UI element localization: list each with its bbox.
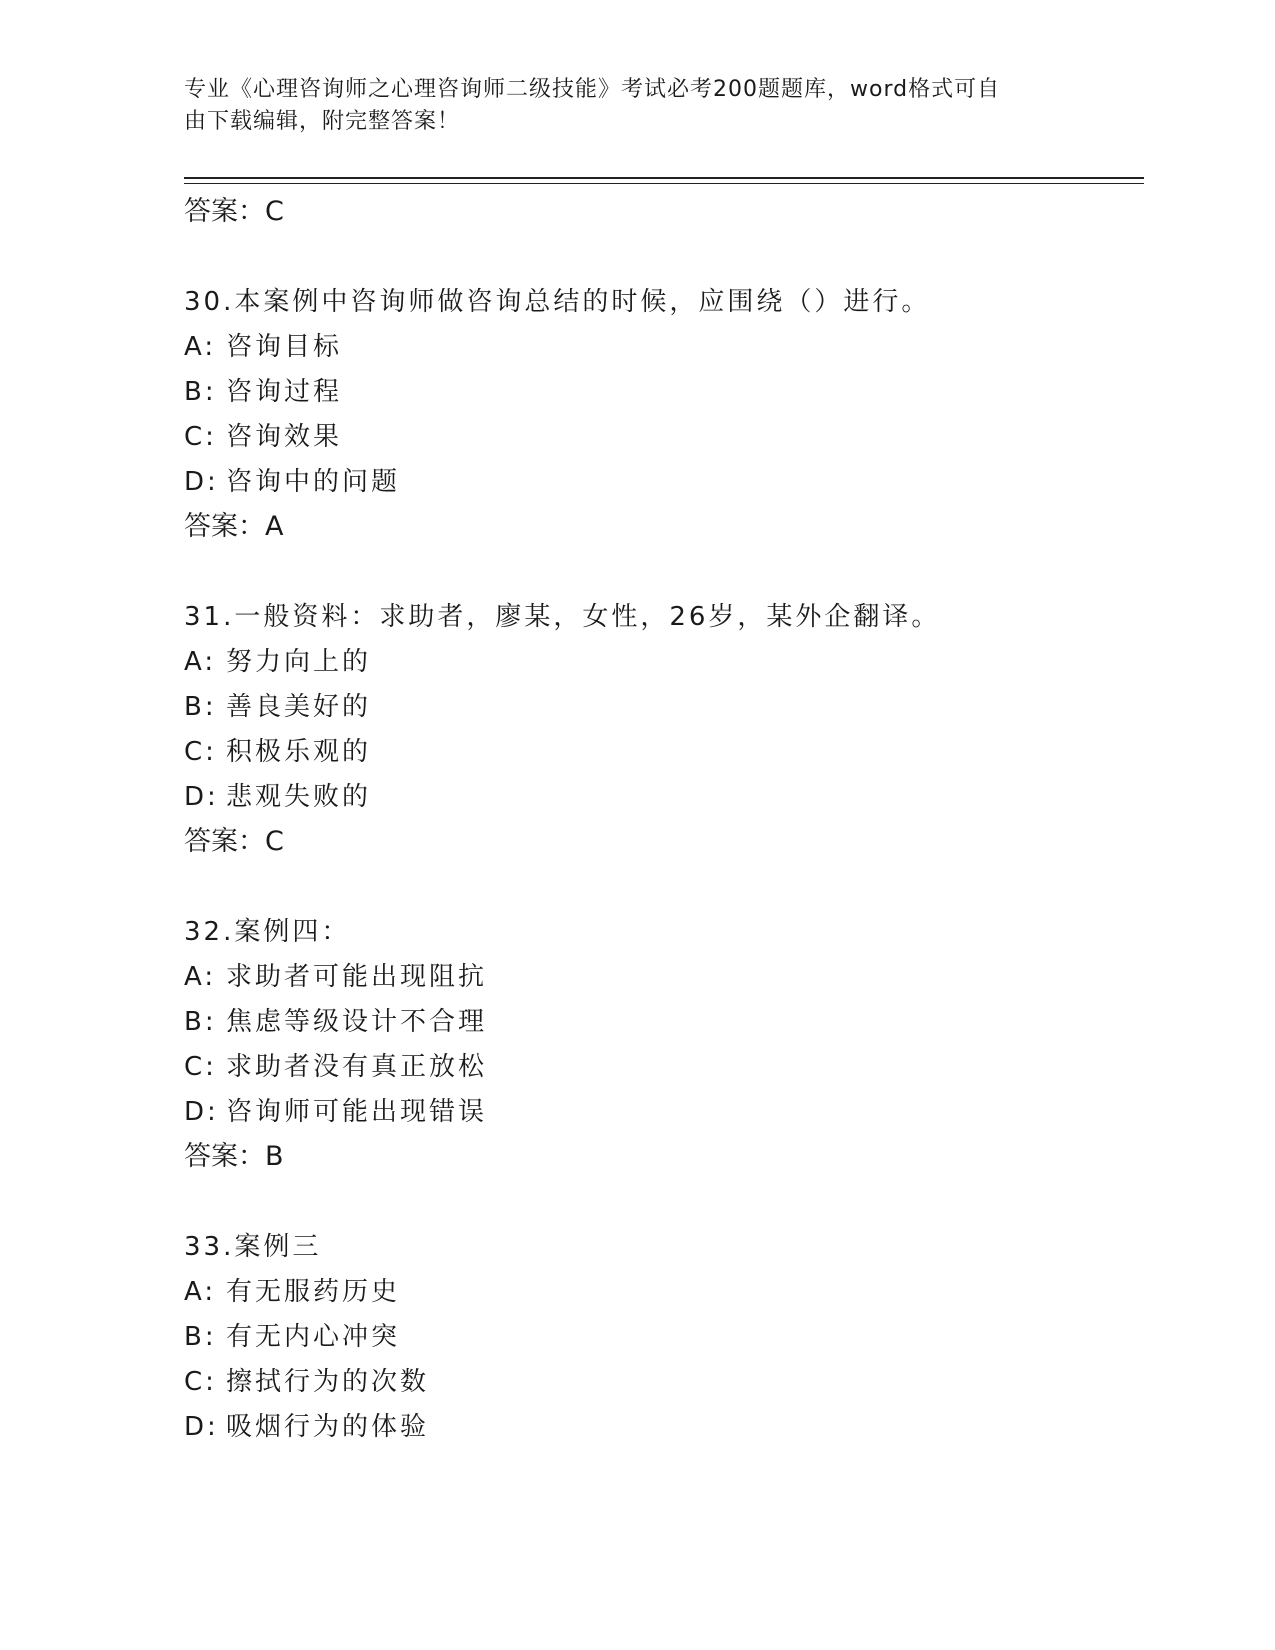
option-text: 求助者没有真正放松 xyxy=(226,1052,488,1082)
option-letter: D: xyxy=(184,782,219,812)
option-b xyxy=(184,1315,1144,1360)
option-letter: A: xyxy=(184,1277,217,1307)
question-block xyxy=(184,910,1144,1179)
option-text: 求助者可能出现阻抗 xyxy=(226,962,488,992)
option-letter: C: xyxy=(184,1367,217,1397)
option-text: 咨询目标 xyxy=(226,332,343,362)
option-letter: B: xyxy=(184,1007,217,1037)
option-text: 悲观失败的 xyxy=(226,782,372,812)
option-a xyxy=(184,955,1144,1000)
option-text: 咨询中的问题 xyxy=(226,467,401,497)
option-letter: D: xyxy=(184,1097,219,1127)
option-text: 咨询效果 xyxy=(226,422,343,452)
question-text: 30.本案例中咨询师做咨询总结的时候，应围绕（）进行。 xyxy=(184,287,931,317)
option-letter: B: xyxy=(184,1322,217,1352)
option-c xyxy=(184,1360,1144,1405)
option-text: 有无服药历史 xyxy=(226,1277,401,1307)
option-text: 善良美好的 xyxy=(226,692,372,722)
question-text: 32.案例四： xyxy=(184,917,351,947)
question-block xyxy=(184,280,1144,549)
question-text: 33.案例三 xyxy=(184,1232,322,1262)
option-d xyxy=(184,1090,1144,1135)
option-d xyxy=(184,460,1144,505)
option-letter: A: xyxy=(184,647,217,677)
option-text: 吸烟行为的体验 xyxy=(226,1412,430,1442)
option-c xyxy=(184,1045,1144,1090)
header-line-2: 由下载编辑，附完整答案！ xyxy=(184,109,461,134)
answer-line: 答案：A xyxy=(184,511,284,542)
option-letter: C: xyxy=(184,1052,217,1082)
option-letter: B: xyxy=(184,692,217,722)
option-letter: C: xyxy=(184,737,217,767)
option-b xyxy=(184,370,1144,415)
option-d xyxy=(184,775,1144,820)
question-block xyxy=(184,1225,1144,1450)
option-a xyxy=(184,640,1144,685)
option-text: 有无内心冲突 xyxy=(226,1322,401,1352)
option-c xyxy=(184,415,1144,460)
option-letter: D: xyxy=(184,1412,219,1442)
option-letter: C: xyxy=(184,422,217,452)
document-header xyxy=(184,74,1064,138)
option-d xyxy=(184,1405,1144,1450)
option-b xyxy=(184,685,1144,730)
option-letter: D: xyxy=(184,467,219,497)
option-b xyxy=(184,1000,1144,1045)
option-a xyxy=(184,325,1144,370)
question-text: 31.一般资料：求助者，廖某，女性，26岁，某外企翻译。 xyxy=(184,602,941,632)
option-text: 努力向上的 xyxy=(226,647,372,677)
option-letter: A: xyxy=(184,332,217,362)
question-block xyxy=(184,595,1144,864)
question-list xyxy=(184,190,1144,1450)
header-divider-thin xyxy=(184,183,1144,184)
option-letter: B: xyxy=(184,377,217,407)
option-text: 焦虑等级设计不合理 xyxy=(226,1007,488,1037)
header-line-1: 专业《心理咨询师之心理咨询师二级技能》考试必考200题题库，word格式可自 xyxy=(184,77,1001,102)
option-a xyxy=(184,1270,1144,1315)
option-text: 擦拭行为的次数 xyxy=(226,1367,430,1397)
option-c xyxy=(184,730,1144,775)
header-divider-thick xyxy=(184,177,1144,179)
previous-answer: 答案：C xyxy=(184,196,284,227)
option-text: 咨询过程 xyxy=(226,377,343,407)
answer-line: 答案：C xyxy=(184,826,284,857)
option-text: 积极乐观的 xyxy=(226,737,372,767)
answer-line: 答案：B xyxy=(184,1141,284,1172)
option-text: 咨询师可能出现错误 xyxy=(226,1097,488,1127)
option-letter: A: xyxy=(184,962,217,992)
